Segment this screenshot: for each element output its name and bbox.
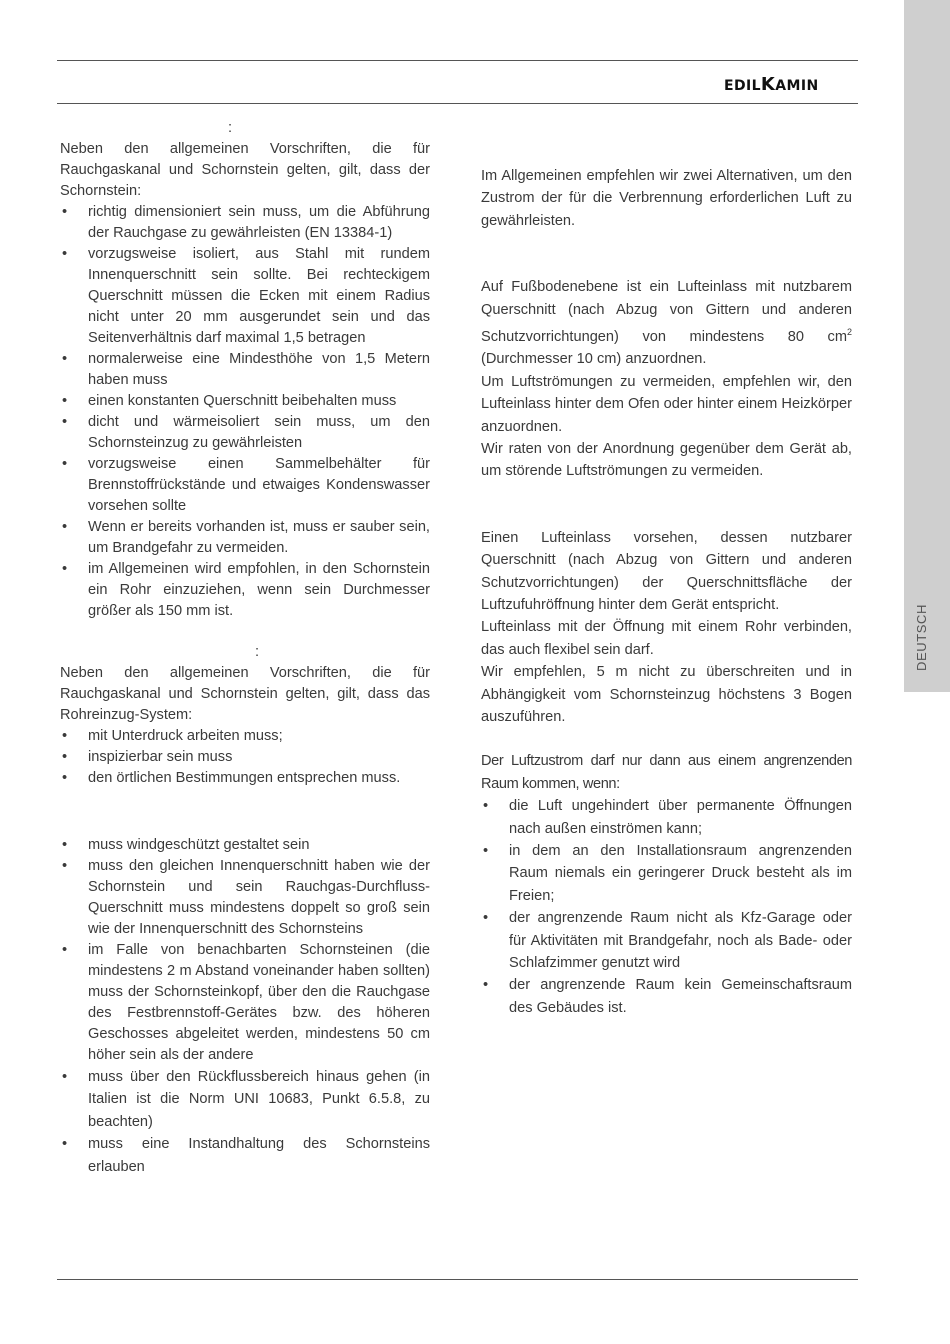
air-inlet-warning-text: Wir raten von der Anordnung gegenüber dem Gerät ab, um störende Luftströmungen zu vermeiden. bbox=[481, 440, 852, 480]
chimney-requirements-list bbox=[60, 202, 430, 622]
list-item: • muss windgeschützt gestaltet sein bbox=[60, 835, 430, 856]
list-item: • der angrenzende Raum nicht als Kfz-Garage oder für Aktivitäten mit Brandgefahr, noch als Bade- oder Schlafzimmer genutzt wird bbox=[481, 907, 852, 974]
list-item: • im Falle von benachbarten Schornsteinen (die mindestens 2 m Abstand voneinander haben sollten) muss der Schornsteinkopf, über den die Rauchgase des Festbrennstoff-Gerätes bzw. des höheren Geschosses abgeleitet werden, mindestens 50 cm höher sein als der andere bbox=[60, 940, 430, 1066]
list-item: • dicht und wärmeisoliert sein muss, um den Schornsteinzug zu gewährleisten bbox=[60, 412, 430, 454]
adjacent-room-intro: Der Luftzustrom darf nur dann aus einem angrenzenden Raum kommen, wenn: bbox=[481, 753, 852, 792]
tubing-requirements-list bbox=[60, 726, 430, 789]
list-item: • richtig dimensioniert sein muss, um die Abführung der Rauchgase zu gewährleisten (EN 13384-1) bbox=[60, 202, 430, 244]
air-supply-intro: Im Allgemeinen empfehlen wir zwei Alternativen, um den Zustrom der für die Verbrennung erforderlichen Luft zu gewährleisten. bbox=[481, 168, 852, 229]
list-item: • im Allgemeinen wird empfohlen, in den Schornstein ein Rohr einzuziehen, wenn sein Durchmesser größer als 150 mm ist. bbox=[60, 559, 430, 622]
side-tab bbox=[904, 0, 950, 692]
footer-rule bbox=[57, 1279, 858, 1280]
list-item: • muss eine Instandhaltung des Schornsteins erlauben bbox=[60, 1133, 430, 1178]
brand-logo: EDILKAMIN bbox=[724, 74, 819, 95]
section-colon: : bbox=[255, 644, 260, 660]
chimney-intro: Neben den allgemeinen Vorschriften, die für Rauchgaskanal und Schornstein gelten, gilt, dass der Schornstein: bbox=[60, 141, 430, 199]
list-item: • Wenn er bereits vorhanden ist, muss er sauber sein, um Brandgefahr zu vermeiden. bbox=[60, 517, 430, 559]
list-item: • mit Unterdruck arbeiten muss; bbox=[60, 726, 430, 747]
list-item: • inspizierbar sein muss bbox=[60, 747, 430, 768]
list-item: • den örtlichen Bestimmungen entsprechen muss. bbox=[60, 768, 430, 789]
list-item: • muss über den Rückflussbereich hinaus gehen (in Italien ist die Norm UNI 10683, Punkt 6.5.8, zu beachten) bbox=[60, 1066, 430, 1133]
header-rule-top bbox=[57, 60, 858, 61]
list-item: • der angrenzende Raum kein Gemeinschaftsraum des Gebäudes ist. bbox=[481, 974, 852, 1019]
list-item: • normalerweise eine Mindesthöhe von 1,5 Metern haben muss bbox=[60, 349, 430, 391]
left-column bbox=[60, 118, 430, 1178]
right-column bbox=[481, 165, 852, 1019]
list-item: • die Luft ungehindert über permanente Öffnungen nach außen einströmen kann; bbox=[481, 795, 852, 840]
list-item: • muss den gleichen Innenquerschnitt haben wie der Schornstein und sein Rauchgas-Durchfluss-Querschnitt muss mindestens doppelt so groß sein wie der Innenquerschnitt des Schornsteins bbox=[60, 856, 430, 940]
tubing-intro: Neben den allgemeinen Vorschriften, die für Rauchgaskanal und Schornstein gelten, gilt, dass das Rohreinzug-System: bbox=[60, 665, 430, 723]
language-tab-label: DEUTSCH bbox=[914, 603, 929, 671]
list-item: • einen konstanten Querschnitt beibehalten muss bbox=[60, 391, 430, 412]
list-item: • in dem an den Installationsraum angrenzenden Raum niemals ein geringerer Druck besteht als im Freien; bbox=[481, 840, 852, 907]
air-inlet-position-text: Um Luftströmungen zu vermeiden, empfehlen wir, den Lufteinlass hinter dem Ofen oder hinter einem Heizkörper anzuordnen. bbox=[481, 373, 852, 435]
chimney-cap-requirements-list bbox=[60, 835, 430, 1178]
floor-air-inlet-text: Auf Fußbodenebene ist ein Lufteinlass mit nutzbarem Querschnitt (nach Abzug von Gittern und anderen Schutzvorrichtungen) von mindestens 80 $cm^2$ (Durchmesser 10 cm) anzuordnen. bbox=[481, 279, 852, 368]
list-item: • vorzugsweise einen Sammelbehälter für Brennstoffrückstände und etwaiges Kondenswasser vorsehen sollte bbox=[60, 454, 430, 517]
adjacent-room-conditions-list bbox=[481, 795, 852, 1019]
section-colon: : bbox=[228, 120, 233, 136]
header-rule-bottom bbox=[57, 103, 858, 104]
duct-inlet-text: Einen Lufteinlass vorsehen, dessen nutzbarer Querschnitt (nach Abzug von Gittern und anderen Schutzvorrichtungen) der Querschnittsfläche der Luftzufuhröffnung hinter dem Gerät entspricht. bbox=[481, 529, 852, 613]
duct-connection-text: Lufteinlass mit der Öffnung mit einem Rohr verbinden, das auch flexibel sein darf. bbox=[481, 619, 852, 658]
duct-length-text: Wir empfehlen, 5 m nicht zu überschreiten und in Abhängigkeit vom Schornsteinzug höchstens 3 Bogen auszuführen. bbox=[481, 664, 852, 725]
list-item: • vorzugsweise isoliert, aus Stahl mit rundem Innenquerschnitt sein sollte. Bei rechteckigem Querschnitt müssen die Ecken mit einem Radius nicht unter 20 mm ausgerundet sein und das Seitenverhältnis darf maximal 1,5 betragen bbox=[60, 244, 430, 349]
